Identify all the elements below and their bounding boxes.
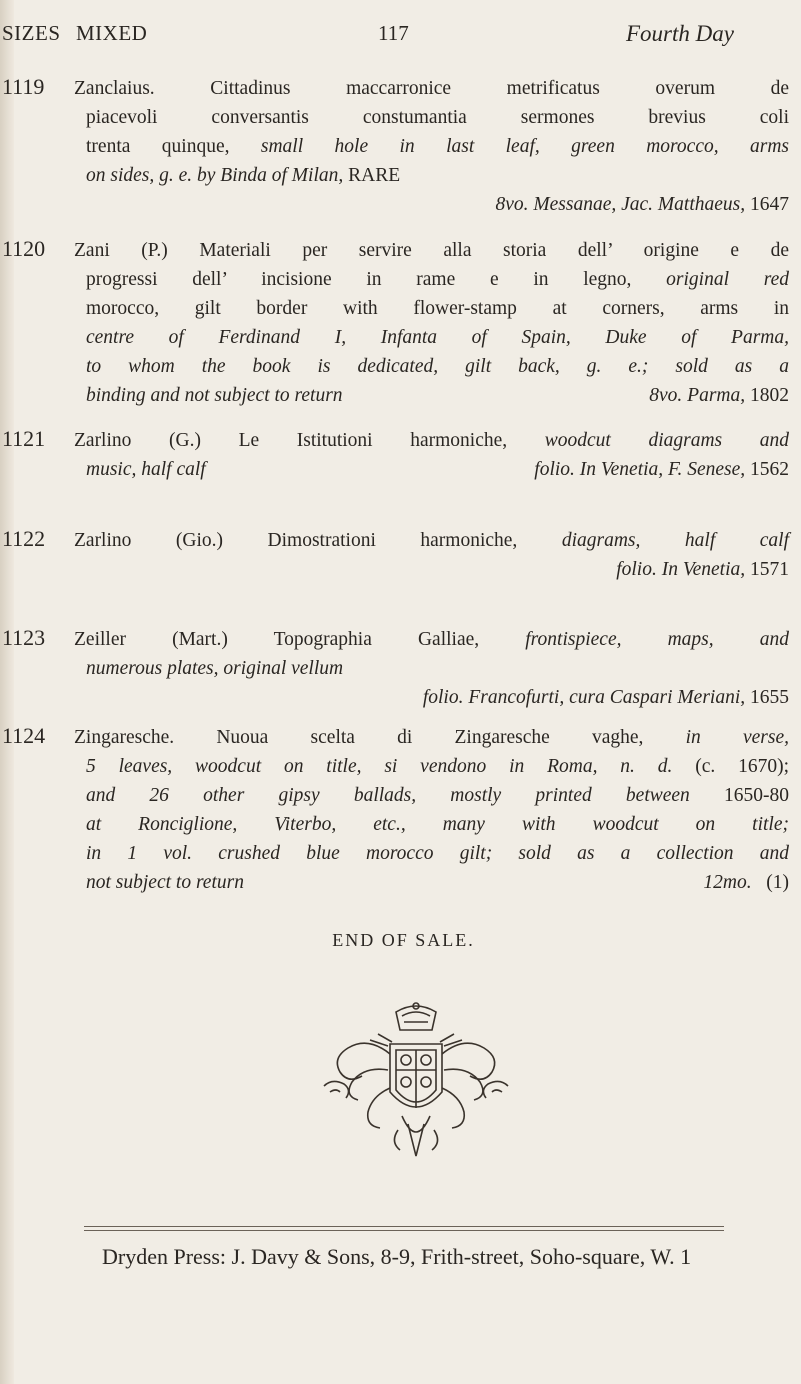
lot-description	[74, 625, 789, 712]
lot-line: centre of Ferdinand I, Infanta of Spain, Duke of Parma,	[86, 327, 789, 348]
printers-ornament-icon	[318, 1000, 514, 1160]
footer-rule	[84, 1226, 724, 1227]
lot-line: morocco, gilt border with flower-stamp at corners, arms in	[86, 298, 789, 319]
lot-line: piacevoli conversantis constumantia sermones brevius coli	[86, 107, 789, 128]
lot-line: at Ronciglione, Viterbo, etc., many with woodcut on title;	[86, 814, 789, 835]
lot-line: Zarlino (G.) Le Istitutioni harmoniche, woodcut diagrams and	[74, 430, 789, 451]
lot-imprint: 12mo. (1)	[703, 872, 789, 893]
footer-rule	[84, 1230, 724, 1231]
lot-imprint: folio. In Venetia, F. Senese, 1562	[534, 459, 789, 480]
header-mixed: MIXED	[76, 21, 148, 45]
lot-line: in 1 vol. crushed blue morocco gilt; sold as a collection and	[86, 843, 789, 864]
lot-line: Zarlino (Gio.) Dimostrationi harmoniche, diagrams, half calf	[74, 530, 789, 551]
lot-description	[74, 236, 789, 410]
running-header	[2, 21, 791, 55]
lot-line: not subject to return	[86, 872, 244, 893]
header-day: Fourth Day	[626, 21, 734, 46]
lot-line: trenta quinque, small hole in last leaf, green morocco, arms	[86, 136, 790, 157]
lot-line: and 26 other gipsy ballads, mostly printed between 1650-80	[86, 785, 789, 806]
lot-number: 1121	[2, 426, 46, 451]
header-sizes: SIZES	[2, 21, 61, 45]
lot-line: progressi dell’ incisione in rame e in legno, original red	[86, 269, 789, 290]
lot-description	[74, 526, 789, 584]
lot-line: Zanclaius. Cittadinus maccarronice metrificatus overum de	[74, 78, 789, 99]
page-edge-shadow	[0, 0, 14, 1384]
lot-imprint: folio. Francofurti, cura Caspari Meriani, 1655	[422, 687, 789, 708]
lot-imprint: 8vo. Messanae, Jac. Matthaeus, 1647	[495, 194, 789, 215]
lot-line: Zingaresche. Nuoua scelta di Zingaresche vaghe, in verse,	[74, 727, 789, 748]
lot-line: binding and not subject to return	[86, 385, 343, 406]
lot-line: Zani (P.) Materiali per servire alla storia dell’ origine e de	[74, 240, 789, 261]
lot-line: on sides, g. e. by Binda of Milan, RARE	[86, 165, 401, 186]
lot-imprint: 8vo. Parma, 1802	[649, 385, 789, 406]
lot-description	[74, 74, 789, 219]
lot-number: 1122	[2, 526, 46, 551]
lot-line: music, half calf	[86, 459, 206, 480]
lot-description	[74, 723, 789, 897]
lot-number: 1124	[2, 723, 46, 748]
lot-number: 1119	[2, 74, 45, 99]
lot-description	[74, 426, 789, 484]
lot-line: to whom the book is dedicated, gilt back, g. e.; sold as a	[86, 356, 789, 377]
lot-line: 5 leaves, woodcut on title, si vendono in Roma, n. d. (c. 1670);	[86, 756, 790, 777]
printer-imprint: Dryden Press: J. Davy & Sons, 8-9, Frith-street, Soho-square, W. 1	[102, 1244, 692, 1269]
page-number: 117	[378, 21, 409, 45]
lot-line: Zeiller (Mart.) Topographia Galliae, frontispiece, maps, and	[74, 629, 789, 650]
lot-number: 1120	[2, 236, 46, 261]
lot-line: numerous plates, original vellum	[86, 658, 344, 679]
end-of-sale: END OF SALE.	[332, 930, 475, 950]
lot-number: 1123	[2, 625, 46, 650]
lot-imprint: folio. In Venetia, 1571	[616, 559, 789, 580]
